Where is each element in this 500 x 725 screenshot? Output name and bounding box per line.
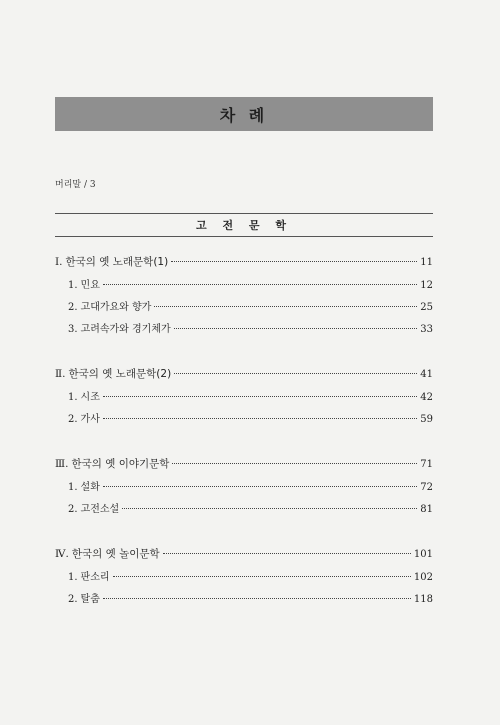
dot-leader: [171, 261, 417, 262]
toc-title-bar: [55, 97, 433, 131]
page-number: 118: [413, 594, 433, 605]
toc-entry-item: [55, 500, 433, 522]
item-title: 탈춤: [80, 594, 100, 605]
toc-entry-item: [55, 568, 433, 590]
chapter-number: Ⅰ.: [55, 256, 63, 268]
item-number: 2.: [68, 594, 78, 605]
toc-entry-item: [55, 388, 433, 410]
item-number: 3.: [68, 324, 78, 335]
chapter-2: [55, 366, 433, 432]
dot-leader: [122, 508, 417, 509]
item-title: 고려속가와 경기체가: [80, 324, 171, 335]
item-title: 시조: [80, 392, 100, 403]
item-title: 설화: [80, 482, 100, 493]
toc-entry-item: [55, 276, 433, 298]
dot-leader: [103, 396, 417, 397]
toc-entry-chapter: [55, 254, 433, 276]
chapter-number: Ⅱ.: [55, 368, 66, 380]
chapter-title: 한국의 옛 이야기문학: [71, 458, 170, 470]
toc-entry-chapter: [55, 366, 433, 388]
item-number: 1.: [68, 572, 78, 583]
toc-entry-item: [55, 410, 433, 432]
item-number: 2.: [68, 414, 78, 425]
chapter-title: 한국의 옛 노래문학(1): [65, 256, 169, 268]
page-number: 102: [413, 572, 433, 583]
item-title: 가사: [80, 414, 100, 425]
item-number: 2.: [68, 504, 78, 515]
item-number: 1.: [68, 392, 78, 403]
page-number: 72: [420, 482, 433, 493]
dot-leader: [174, 328, 418, 329]
item-title: 판소리: [80, 572, 110, 583]
item-number: 2.: [68, 302, 78, 313]
dot-leader: [103, 284, 417, 285]
dot-leader: [174, 373, 417, 374]
page-number: 42: [420, 392, 433, 403]
chapter-4: [55, 546, 433, 612]
toc-entry-chapter: [55, 456, 433, 478]
item-title: 고전소설: [80, 504, 120, 515]
chapter-number: Ⅲ.: [55, 458, 69, 470]
page-number: 25: [420, 302, 433, 313]
item-number: 1.: [68, 482, 78, 493]
dot-leader: [113, 576, 411, 577]
chapter-3: [55, 456, 433, 522]
item-title: 고대가요와 향가: [80, 302, 152, 313]
toc-entry-chapter: [55, 546, 433, 568]
page-number: 11: [420, 257, 433, 268]
item-title: 민요: [80, 280, 100, 291]
section-title: 고 전 문 학: [196, 219, 292, 232]
toc-entry-item: [55, 590, 433, 612]
page-number: 12: [420, 280, 433, 291]
dot-leader: [154, 306, 417, 307]
chapter-title: 한국의 옛 노래문학(2): [68, 368, 172, 380]
page-number: 33: [420, 324, 433, 335]
page-number: 59: [420, 414, 433, 425]
toc-title: 차 례: [219, 105, 269, 125]
page-number: 81: [420, 504, 433, 515]
page-number: 41: [420, 369, 433, 380]
preface-entry: 머리말 / 3: [55, 180, 96, 190]
dot-leader: [172, 463, 417, 464]
dot-leader: [163, 553, 411, 554]
toc-entry-item: [55, 298, 433, 320]
chapter-title: 한국의 옛 놀이문학: [71, 548, 160, 560]
section-heading: [55, 213, 433, 237]
dot-leader: [103, 486, 417, 487]
chapter-number: Ⅳ.: [55, 548, 69, 560]
dot-leader: [103, 418, 417, 419]
toc-entry-item: [55, 478, 433, 500]
dot-leader: [103, 598, 411, 599]
item-number: 1.: [68, 280, 78, 291]
page-number: 71: [420, 459, 433, 470]
chapter-1: [55, 254, 433, 342]
toc-list: [55, 254, 433, 636]
toc-entry-item: [55, 320, 433, 342]
page-number: 101: [413, 549, 433, 560]
